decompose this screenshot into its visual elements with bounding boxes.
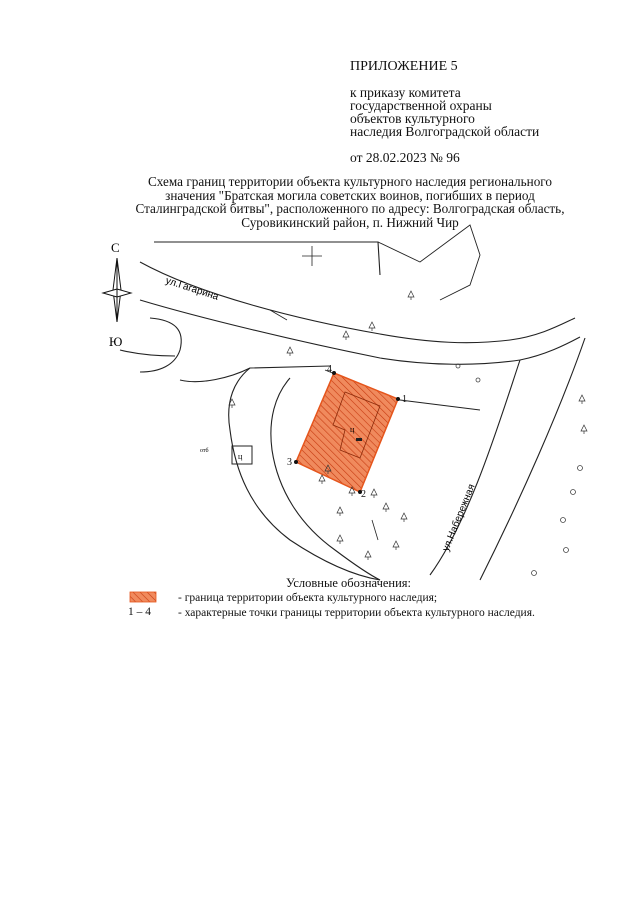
title-line: Сталинградской битвы", расположенного по адресу: Волгоградская область, xyxy=(135,201,565,216)
heritage-territory-polygon xyxy=(296,373,398,492)
point-label-1: 1 xyxy=(402,394,407,405)
short-line xyxy=(270,310,287,320)
tree-icon xyxy=(581,425,587,434)
order-line-3: объектов культурного xyxy=(350,111,475,126)
compass-north: С xyxy=(111,240,120,255)
order-line-2: государственной охраны xyxy=(350,98,492,113)
title-line: значения "Братская могила советских воинов, погибших в период xyxy=(165,187,535,203)
short-line xyxy=(372,520,378,540)
tree-icon xyxy=(579,395,585,404)
point-label-3: 3 xyxy=(287,457,292,468)
legend-item-points: - характерные точки границы территории объекта культурного наследия. xyxy=(178,607,535,619)
monument-marker xyxy=(356,438,362,441)
boundary-point-1 xyxy=(396,397,400,401)
tree-icon xyxy=(343,331,349,340)
survey-cross-icon xyxy=(302,246,322,266)
tree-icon xyxy=(393,541,399,550)
tree-icon xyxy=(383,503,389,512)
compass-rose-icon xyxy=(103,258,131,322)
street-gagarina-label: ул.Гагарина xyxy=(164,275,220,303)
tree-icon xyxy=(287,347,293,356)
tree-icon xyxy=(401,513,407,522)
street-naberezhnaya-label: ул.Набережная xyxy=(440,482,478,554)
tree-icons xyxy=(229,291,587,560)
small-building-label: ц xyxy=(238,452,243,461)
order-date: от 28.02.2023 № 96 xyxy=(350,150,460,165)
boundary-point-3 xyxy=(294,460,298,464)
monument-label: ц xyxy=(350,425,355,434)
appendix-title: ПРИЛОЖЕНИЕ 5 xyxy=(350,59,458,74)
tree-icon xyxy=(408,291,414,300)
tree-icon xyxy=(337,507,343,516)
legend-territory-swatch xyxy=(130,592,156,602)
title-line: Схема границ территории объекта культурного наследия регионального xyxy=(148,174,552,189)
legend-item-territory: - граница территории объекта культурного наследия; xyxy=(178,592,438,604)
tree-icon xyxy=(365,551,371,560)
order-line-1: к приказу комитета xyxy=(350,85,461,100)
point-label-4: 4 xyxy=(327,364,332,375)
tree-icon xyxy=(319,475,325,484)
small-label: отб xyxy=(200,448,209,454)
boundary-point-4 xyxy=(332,371,336,375)
tree-icon xyxy=(337,535,343,544)
legend-item-points-symbol: 1 – 4 xyxy=(128,606,151,618)
compass-south: Ю xyxy=(109,334,123,349)
tree-icon xyxy=(371,489,377,498)
order-line-4: наследия Волгоградской области xyxy=(350,124,540,139)
point-label-2: 2 xyxy=(361,489,366,500)
tree-icon xyxy=(369,322,375,331)
legend-heading: Условные обозначения: xyxy=(286,576,412,590)
title-line: Суровикинский район, п. Нижний Чир xyxy=(241,214,459,230)
